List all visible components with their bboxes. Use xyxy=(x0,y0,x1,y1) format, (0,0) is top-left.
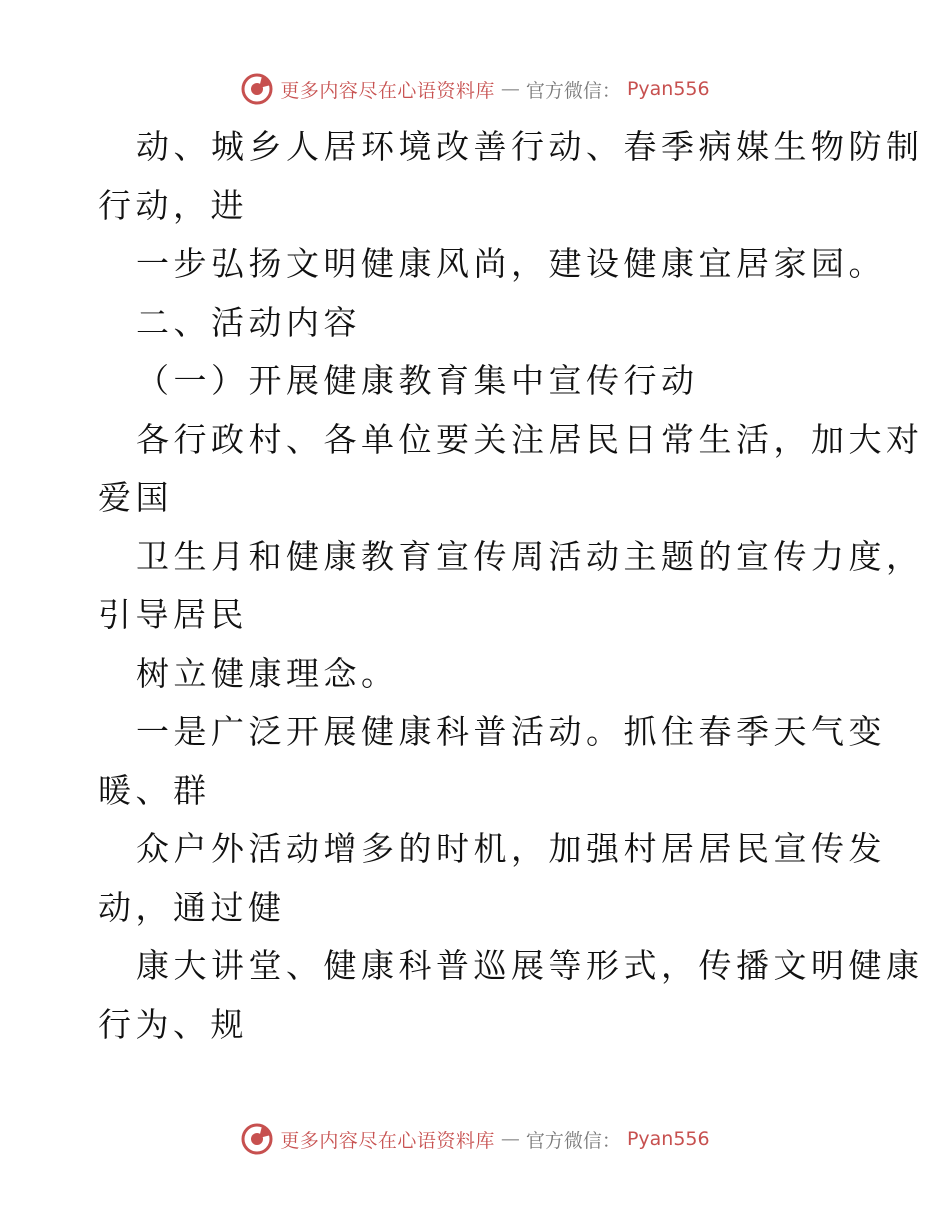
text-line: 动、城乡人居环境改善行动、春季病媒生物防制 xyxy=(136,127,924,166)
logo-icon xyxy=(240,72,274,106)
text-line: 卫生月和健康教育宣传周活动主题的宣传力度， xyxy=(136,536,924,576)
text-line: 一步弘扬文明健康风尚，建设健康宜居家园。 xyxy=(136,244,886,283)
watermark-label: 官方微信： xyxy=(525,79,621,102)
logo-icon xyxy=(240,1122,274,1156)
text-line: 众户外活动增多的时机，加强村居居民宣传发 xyxy=(136,829,886,868)
watermark-text: 更多内容尽在心语资料库 xyxy=(280,1129,495,1152)
document-body xyxy=(98,118,924,1054)
watermark-separator: — xyxy=(500,1128,520,1150)
text-line: 暖、群 xyxy=(98,770,211,810)
watermark-id: Pyan556 xyxy=(626,78,710,100)
watermark-id: Pyan556 xyxy=(626,1128,710,1150)
text-line: 爱国 xyxy=(98,478,173,517)
text-line: 行为、规 xyxy=(98,1004,248,1044)
subsection-heading: （一）开展健康教育集中宣传行动 xyxy=(136,361,699,400)
text-line: 一是广泛开展健康科普活动。抓住春季天气变 xyxy=(136,712,886,751)
text-line: 行动，进 xyxy=(98,185,248,225)
text-line: 树立健康理念。 xyxy=(136,653,399,693)
section-heading: 二、活动内容 xyxy=(136,302,361,342)
watermark-text: 更多内容尽在心语资料库 xyxy=(280,79,495,102)
text-line: 动，通过健 xyxy=(98,887,286,927)
text-line: 各行政村、各单位要关注居民日常生活，加大对 xyxy=(136,419,924,459)
watermark-separator: — xyxy=(500,78,520,100)
footer-watermark xyxy=(0,1122,950,1156)
text-line: 康大讲堂、健康科普巡展等形式，传播文明健康 xyxy=(136,946,924,985)
header-watermark xyxy=(0,72,950,106)
text-line: 引导居民 xyxy=(98,595,248,634)
watermark-label: 官方微信： xyxy=(525,1129,621,1152)
